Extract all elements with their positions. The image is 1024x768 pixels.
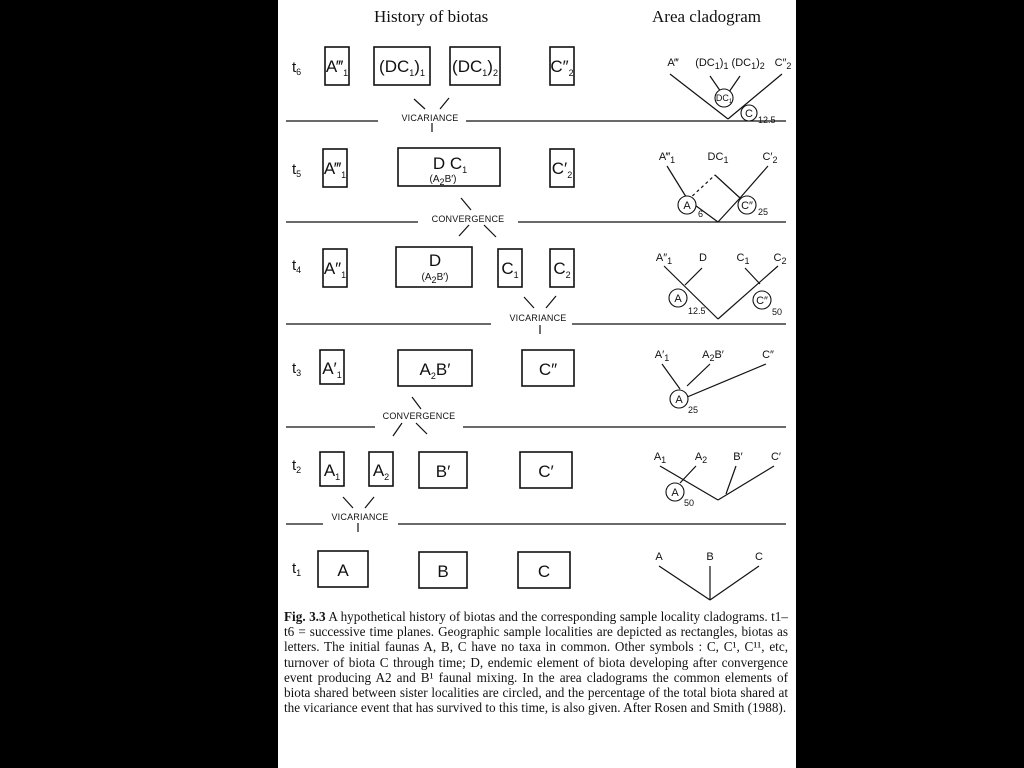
clado-label: C — [755, 551, 763, 563]
clado-label: $(DC_1)_1$ $(DC_1)_2$ — [695, 57, 765, 71]
circle-label: A — [674, 293, 682, 305]
time-label-t1: $t_1$ — [292, 560, 302, 578]
percent-label: 12.5 — [688, 306, 706, 316]
box-label: $A_1$ — [323, 461, 341, 482]
circle-label: A — [675, 394, 683, 406]
clado-label: B′ — [733, 451, 743, 463]
row-t3-boxes — [320, 350, 574, 386]
box-label: D $C_1$ — [432, 154, 468, 175]
circle-label: C″ — [741, 200, 753, 212]
clado-label: $A_2$ — [694, 451, 708, 465]
figure-caption — [284, 609, 788, 715]
row-t4-boxes — [323, 247, 574, 287]
box-label: $C''_2$ — [550, 57, 574, 78]
clado-label: $C_1$ — [736, 252, 750, 266]
event-label: CONVERGENCE — [382, 411, 456, 421]
caption-text: A hypothetical history of biotas and the corresponding sample locality cladograms. t1–t6 = successive time planes. Geographic sample localities are depicted as rectangles, biotas as letters. The initial faunas A, B, C have no taxa in common. Other symbols : C, C¹, C¹¹, etc, turnover of biota C through time; D, endemic element of biota developing after convergence event producing A2 and B¹ faunal mixing. In the area cladograms the common elements of biota shared between sister localities are circled, and the percentage of the total biota shared at the vicariance event that has survived to this time, is also given. After Rosen and Smith (1988). — [284, 609, 788, 716]
event-vicariance-1 — [286, 98, 786, 132]
box-label: A — [337, 561, 349, 580]
caption-label: Fig. 3.3 — [284, 609, 326, 624]
cladogram-t4 — [656, 252, 787, 319]
box-label: C″ — [538, 360, 558, 379]
circle-label: C″ — [756, 295, 768, 307]
time-label-t3: $t_3$ — [292, 360, 302, 378]
cladogram-t6 — [667, 57, 791, 125]
cladogram-t1 — [655, 551, 763, 600]
circle-label: $DC_1$ — [715, 93, 733, 105]
time-label-t2: $t_2$ — [292, 457, 302, 475]
clado-label: C″ — [762, 349, 774, 361]
figure-diagram — [278, 0, 796, 610]
row-t5-boxes — [323, 148, 574, 187]
row-t2-boxes — [320, 452, 572, 488]
time-label-t5: $t_5$ — [292, 161, 302, 179]
box-label: B′ — [435, 462, 451, 481]
clado-label: B — [706, 551, 714, 563]
clado-label: A‴ — [667, 57, 679, 69]
event-vicariance-3 — [286, 497, 786, 532]
box-label: $A'_1$ — [322, 359, 342, 380]
clado-label: $C''_2$ — [774, 57, 792, 71]
percent-label: 12.5 — [758, 115, 776, 125]
percent-label: 50 — [684, 498, 695, 508]
clado-label: C′ — [770, 451, 782, 463]
heading-history: History of biotas — [374, 7, 489, 26]
clado-label: A — [655, 551, 663, 563]
circle-label: C — [745, 108, 753, 120]
box-label: $A_2B'$ — [419, 360, 451, 381]
box-label: B — [437, 562, 449, 581]
box-label: C — [537, 562, 551, 581]
box-label: $A_2$ — [372, 461, 390, 482]
box-label: $A''_1$ — [323, 259, 347, 280]
event-label: VICARIANCE — [509, 313, 567, 323]
clado-label: $DC_1$ — [707, 151, 729, 165]
box-label: $C'_2$ — [551, 159, 573, 180]
box-label: $(DC_1)_2$ — [452, 57, 498, 78]
clado-label: $A''_1$ — [655, 252, 673, 266]
event-vicariance-2 — [286, 296, 786, 334]
time-label-t6: $t_6$ — [292, 59, 302, 77]
clado-label: D — [699, 252, 707, 264]
clado-label: $A_2B'$ — [702, 349, 724, 363]
box-label: $A‴_1$ — [323, 159, 347, 180]
event-label: CONVERGENCE — [431, 214, 505, 224]
box-label: $C_2$ — [553, 259, 571, 280]
event-convergence-2 — [286, 397, 786, 436]
cladogram-t5 — [659, 151, 778, 222]
percent-label: 25 — [758, 207, 769, 217]
event-label: VICARIANCE — [331, 512, 389, 522]
clado-label: $C'_2$ — [762, 151, 778, 165]
cladogram-t3 — [655, 349, 774, 415]
box-label: $C_1$ — [501, 259, 519, 280]
percent-label: 6 — [698, 209, 704, 219]
time-label-t4: $t_4$ — [292, 257, 302, 275]
heading-cladogram: Area cladogram — [652, 7, 762, 26]
clado-label: $A‴_1$ — [658, 151, 676, 165]
clado-label: $C_2$ — [773, 252, 787, 266]
row-t6-boxes — [325, 47, 574, 85]
row-t1-boxes — [318, 551, 570, 588]
box-sublabel: (A2B′) — [429, 174, 457, 187]
circle-label: A — [671, 487, 679, 499]
box-label: $(DC_1)_1$ — [379, 57, 425, 78]
clado-label: $A_1$ — [653, 451, 667, 465]
event-label: VICARIANCE — [401, 113, 459, 123]
figure-page — [278, 0, 796, 768]
percent-label: 25 — [688, 405, 699, 415]
box-label: $A‴_1$ — [325, 57, 349, 78]
box-label: C′ — [538, 462, 554, 481]
clado-label: $A'_1$ — [654, 349, 670, 363]
percent-label: 50 — [772, 307, 783, 317]
box-label: D — [428, 251, 442, 270]
circle-label: A — [683, 200, 691, 212]
cladogram-t2 — [654, 451, 781, 508]
box-sublabel: (A2B′) — [421, 272, 449, 285]
